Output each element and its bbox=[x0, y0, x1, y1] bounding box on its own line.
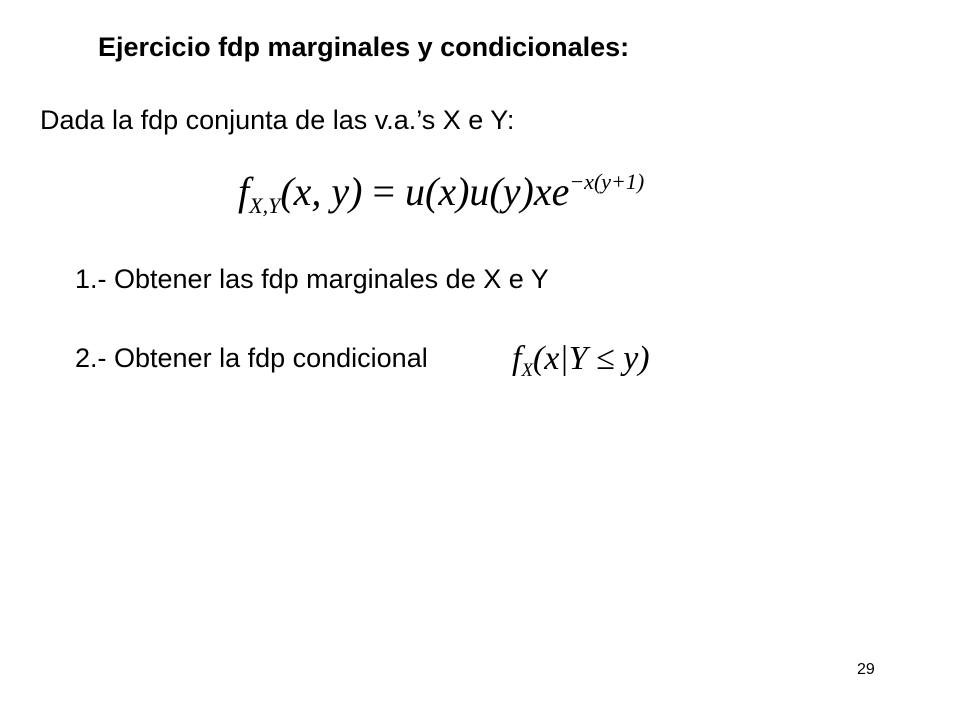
intro-text: Dada la fdp conjunta de las v.a.’s X e Y: bbox=[40, 105, 515, 135]
formula-main-equals: = bbox=[362, 169, 406, 214]
formula-main-f: f bbox=[238, 169, 250, 214]
formula-main-rhs: u(x)u(y)xe bbox=[405, 169, 570, 214]
formula-main-exponent: −x(y+1) bbox=[569, 168, 645, 194]
joint-pdf-formula bbox=[238, 168, 645, 218]
list-item-conditional: 2.- Obtener la fdp condicional bbox=[75, 343, 428, 373]
slide-title: Ejercicio fdp marginales y condicionales: bbox=[98, 32, 630, 62]
page-number: 29 bbox=[857, 661, 875, 678]
list-item-marginals: 1.- Obtener las fdp marginales de X e Y bbox=[75, 264, 549, 294]
conditional-pdf-formula bbox=[512, 340, 650, 381]
formula-main-args: (x, y) bbox=[280, 169, 363, 214]
formula-cond-f: f bbox=[512, 340, 522, 377]
formula-cond-args: (x|Y ≤ y) bbox=[532, 340, 650, 377]
formula-cond-subscript: X bbox=[521, 359, 533, 381]
formula-main-subscript: X,Y bbox=[249, 192, 281, 218]
